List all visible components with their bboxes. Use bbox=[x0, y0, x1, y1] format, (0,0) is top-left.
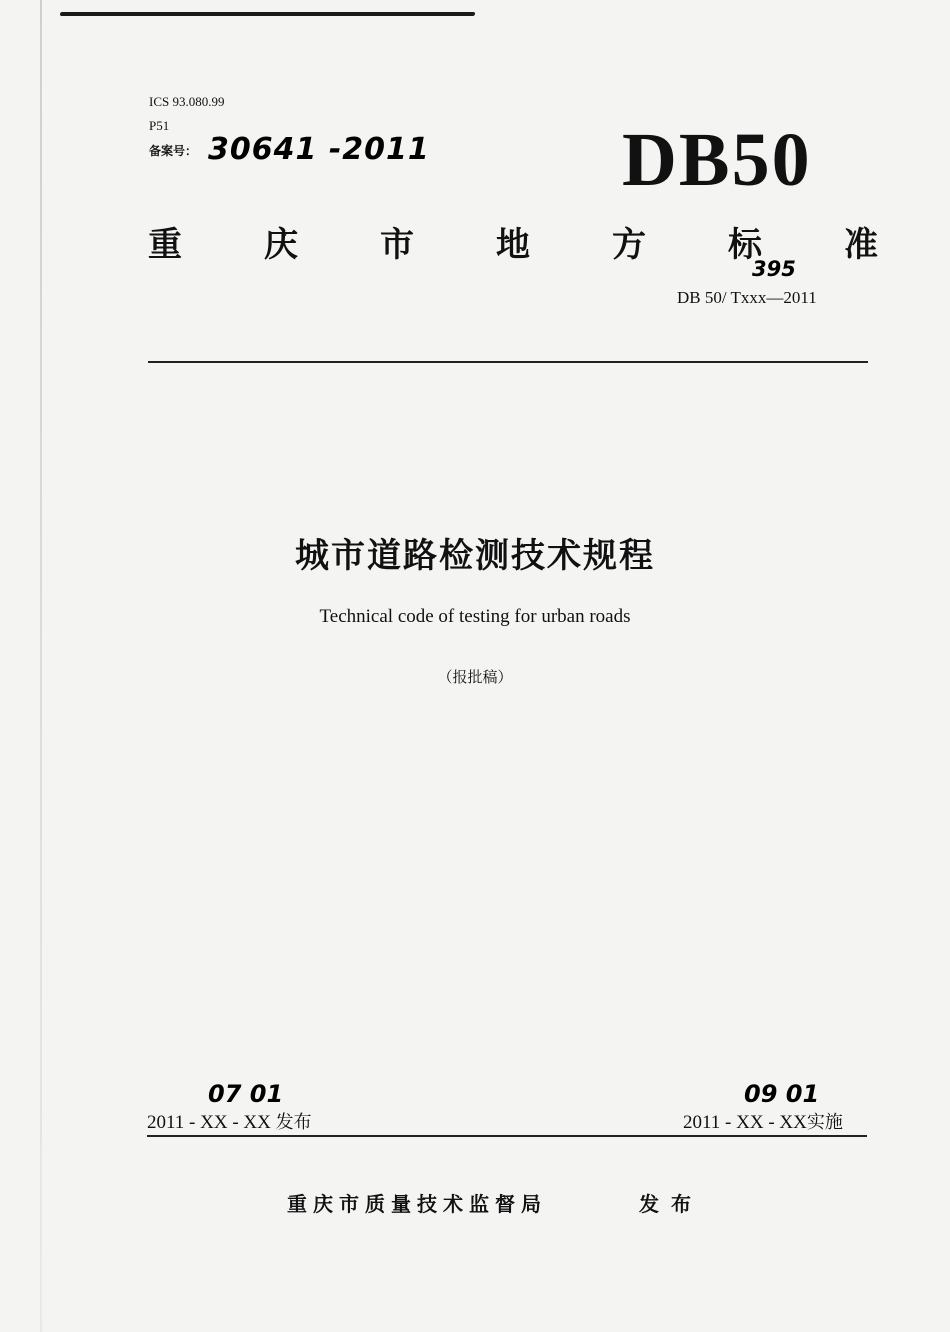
issuing-authority: 重庆市质量技术监督局 bbox=[287, 1192, 547, 1216]
standard-type-char: 标 bbox=[728, 225, 762, 265]
implementation-date bbox=[683, 1108, 843, 1134]
db-mark: DB50 bbox=[622, 118, 812, 202]
issue-date-value: 2011 - XX - XX bbox=[147, 1112, 271, 1133]
draft-status: （报批稿） bbox=[437, 668, 513, 686]
standard-type-char: 市 bbox=[380, 225, 414, 265]
implementation-date-label: 实施 bbox=[806, 1112, 843, 1133]
standard-number: DB 50/ Txxx—2011 bbox=[677, 288, 817, 307]
document-title-english: Technical code of testing for urban roads bbox=[319, 606, 631, 627]
implementation-date-handwritten: 09 01 bbox=[744, 1080, 820, 1108]
filing-label: 备案号： bbox=[149, 144, 198, 158]
classification-code: P51 bbox=[149, 118, 170, 133]
standard-type-char: 地 bbox=[496, 225, 530, 265]
ics-code: ICS 93.080.99 bbox=[149, 94, 225, 109]
document-title: 城市道路检测技术规程 bbox=[295, 536, 655, 576]
standard-type-char: 重 bbox=[148, 225, 182, 265]
divider bbox=[147, 1135, 867, 1137]
standard-number-handwritten: 395 bbox=[752, 257, 796, 281]
standard-type-char: 方 bbox=[612, 225, 646, 265]
standard-type-char: 庆 bbox=[264, 225, 298, 265]
issue-date-label: 发布 bbox=[275, 1112, 312, 1133]
filing-number-handwritten: 30641 -2011 bbox=[208, 132, 430, 167]
issuing-action: 发布 bbox=[639, 1192, 703, 1216]
issue-date bbox=[147, 1108, 312, 1134]
implementation-date-value: 2011 - XX - XX bbox=[683, 1112, 807, 1133]
issue-date-handwritten: 07 01 bbox=[208, 1080, 284, 1108]
standard-type-char: 准 bbox=[844, 225, 878, 265]
scan-artifact bbox=[60, 12, 476, 16]
divider bbox=[148, 361, 868, 363]
